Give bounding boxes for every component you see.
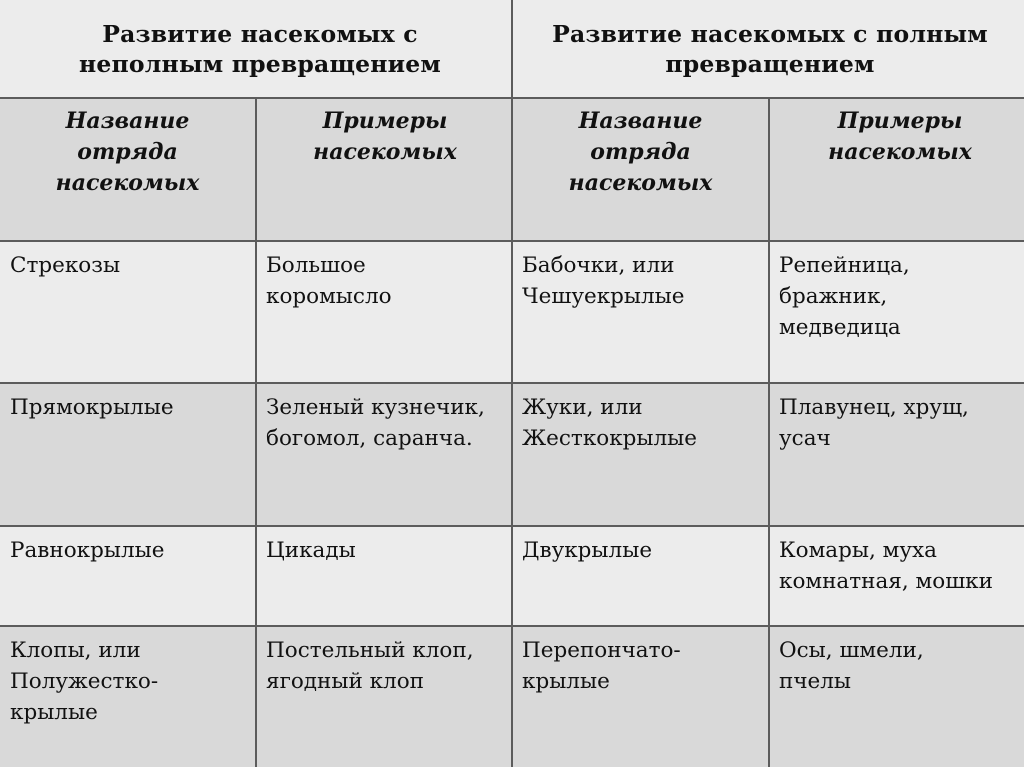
table-cell: Перепончато-крылые [522, 638, 681, 694]
subheader-examples-1: Примеры насекомых [313, 108, 457, 165]
grid-line [511, 0, 513, 767]
table-cell: Комары, муха комнатная, мошки [779, 538, 993, 594]
table-cell: Зеленый кузнечик, богомол, саранча. [266, 395, 485, 451]
table-cell: Репейница, бражник, медведица [779, 253, 910, 340]
subheader-order-name-1: Название отряда насекомых [55, 108, 200, 196]
table-cell: Осы, шмели, пчелы [779, 638, 924, 694]
subheader-examples-2: Примеры насекомых [828, 108, 972, 165]
table-cell: Стрекозы [10, 253, 121, 278]
table-cell: Цикады [266, 538, 356, 563]
table-cell: Равнокрылые [10, 538, 165, 563]
table-cell: Бабочки, или Чешуекрылые [522, 253, 685, 309]
group-header-complete: Развитие насекомых с полным превращением [552, 20, 988, 78]
table-cell: Большое коромысло [266, 253, 392, 309]
subheader-order-name-2: Название отряда насекомых [568, 108, 713, 196]
grid-line [255, 98, 257, 767]
group-header-incomplete: Развитие насекомых с неполным превращением [78, 20, 442, 78]
table-cell: Постельный клоп, ягодный клоп [266, 638, 474, 694]
grid-line [768, 98, 770, 767]
table-cell: Жуки, или Жесткокрылые [522, 395, 698, 451]
table-cell: Плавунец, хрущ, усач [779, 395, 969, 451]
table-cell: Клопы, или Полужестко-крылые [10, 638, 159, 725]
table-cell: Двукрылые [522, 538, 653, 563]
table-cell: Прямокрылые [10, 395, 174, 420]
